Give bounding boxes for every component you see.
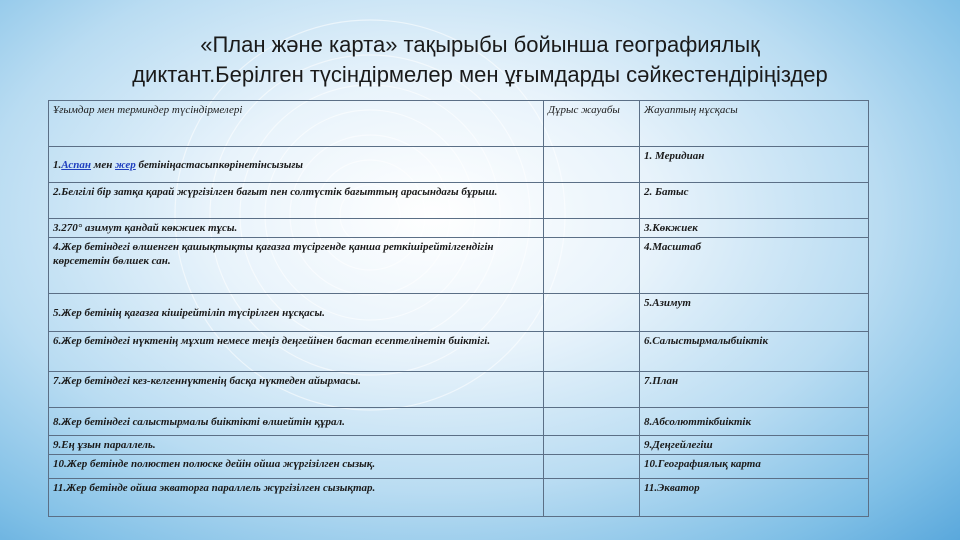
table-row (49, 479, 869, 517)
answer-cell[interactable] (544, 147, 640, 183)
answer-cell[interactable] (544, 183, 640, 219)
answer-cell[interactable] (544, 372, 640, 408)
row-text: мен (91, 158, 116, 171)
answer-cell[interactable] (544, 332, 640, 372)
table-row (49, 436, 869, 455)
header-correct-answer: Дұрыс жауабы (544, 101, 640, 147)
row-description: 9.Ең ұзын параллель. (49, 436, 544, 455)
table-row (49, 294, 869, 332)
row-description: 7.Жер бетіндегі кез-келгеннүктенің басқа нүктеден айырмасы. (49, 372, 544, 408)
answer-cell[interactable] (544, 436, 640, 455)
page-title (0, 30, 960, 90)
title-line-2: диктант.Берілген түсіндірмелер мен ұғымдарды сәйкестендіріңіздер (132, 62, 828, 87)
answer-cell[interactable] (544, 408, 640, 436)
option-cell: 11.Экватор (640, 479, 869, 517)
option-cell: 5.Азимут (640, 294, 869, 332)
table-row (49, 183, 869, 219)
row-description: 8.Жер бетіндегі салыстырмалы биіктікті өлшейтін құрал. (49, 408, 544, 436)
row-description (49, 147, 544, 183)
option-cell: 1. Меридиан (640, 147, 869, 183)
row-description: 5.Жер бетінің қағазға кішірейтіліп түсірілген нұсқасы. (49, 294, 544, 332)
row-description: 11.Жер бетінде ойша экваторға параллель жүргізілген сызықтар. (49, 479, 544, 517)
option-cell: 4.Масштаб (640, 238, 869, 294)
table-row (49, 219, 869, 238)
table-row (49, 238, 869, 294)
answer-cell[interactable] (544, 479, 640, 517)
table-row (49, 372, 869, 408)
table-row (49, 332, 869, 372)
answer-cell[interactable] (544, 219, 640, 238)
link-aspan[interactable]: Аспан (61, 158, 92, 171)
answer-cell[interactable] (544, 294, 640, 332)
row-description: 6.Жер бетіндегі нүктенің мұхит немесе теңіз деңгейінен бастап есептелінетін биіктігі. (49, 332, 544, 372)
table-header-row (49, 101, 869, 147)
row-number: 1. (53, 158, 62, 171)
table-row (49, 408, 869, 436)
link-zher[interactable]: жер (115, 158, 136, 171)
answer-cell[interactable] (544, 238, 640, 294)
option-cell: 10.Географиялық карта (640, 455, 869, 479)
table-row (49, 147, 869, 183)
header-descriptions: Ұғымдар мен терминдер түсіндірмелері (49, 101, 544, 147)
option-cell: 6.Салыстырмалыбиіктік (640, 332, 869, 372)
matching-table (48, 100, 869, 517)
row-description: 2.Белгілі бір затқа қарай жүргізілген бағыт пен солтүстік бағыттың арасындағы бұрыш. (49, 183, 544, 219)
title-line-1: «План және карта» тақырыбы бойынша географиялық (200, 32, 760, 57)
option-cell: 8.Абсолюттікбиіктік (640, 408, 869, 436)
header-answer-options: Жауаптың нұсқасы (640, 101, 869, 147)
row-description: 4.Жер бетіндегі өлшенген қашықтықты қағазға түсіргенде қанша реткішірейтілгендігін көрсететін бөлшек сан. (49, 238, 544, 294)
table-row (49, 455, 869, 479)
row-description: 3.270° азимут қандай көкжиек тұсы. (49, 219, 544, 238)
option-cell: 9.Деңгейлегіш (640, 436, 869, 455)
answer-cell[interactable] (544, 455, 640, 479)
row-text: бетініңастасыпкөрінетінсызығы (135, 158, 304, 171)
row-description: 10.Жер бетінде полюстен полюске дейін ойша жүргізілген сызық. (49, 455, 544, 479)
option-cell: 7.План (640, 372, 869, 408)
option-cell: 2. Батыс (640, 183, 869, 219)
option-cell: 3.Көкжиек (640, 219, 869, 238)
